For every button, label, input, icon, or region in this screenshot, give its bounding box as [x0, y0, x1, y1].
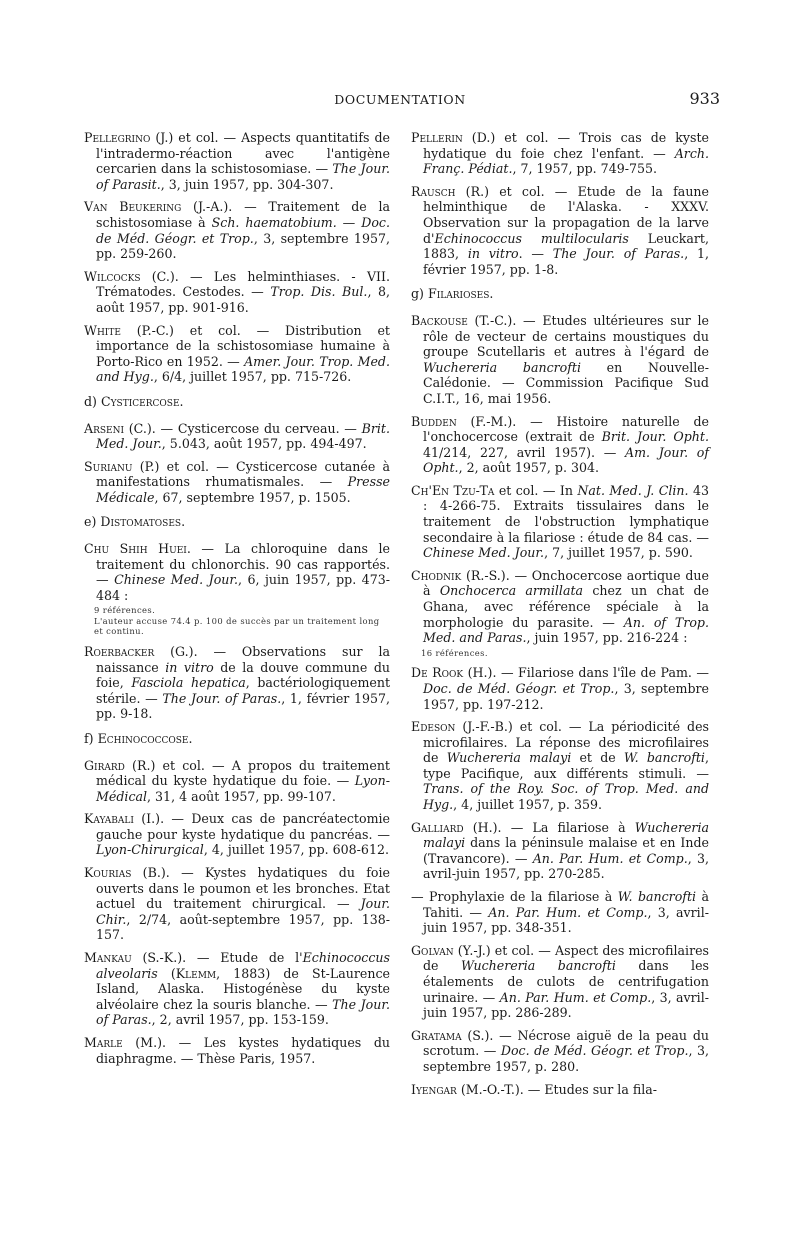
entry-journal: Presse Médicale — [96, 474, 390, 505]
entry-text: et col. — La périodicité des microfilaires. La réponse des microfilaires de — [423, 719, 709, 766]
entry-tail: , 4, juillet 1957, p. 359. — [453, 797, 602, 813]
entry-tail: , 1, février 1957, pp. 9-18. — [96, 690, 390, 722]
note-line: L'auteur accuse 74.4 p. 100 de succès par un traitement long et continu. — [94, 615, 380, 637]
entry-text: — Histoire naturelle de l'onchocercose (extrait de — [423, 413, 710, 445]
entry-text: et col. — Etude de la faune helminthique de l'Alaska. - XXXV. Observation sur la propagation de la larve d' — [423, 183, 709, 246]
entry-author: White (P.-C.) — [84, 322, 174, 338]
entry-species: Echinococcus alveolaris — [96, 950, 390, 981]
right-column — [411, 130, 709, 1104]
bibliography-entry — [84, 199, 390, 261]
entry-tail: , 6/4, juillet 1957, pp. 715-726. — [153, 369, 352, 385]
note-line: 16 références. — [421, 647, 488, 658]
section-letter: g) — [411, 286, 428, 302]
entry-author: Van Beukering (J.-A.). — [84, 199, 233, 215]
bibliography-entry — [411, 1028, 709, 1075]
entry-text: et col. — Distribution et importance de la schistosomiase humaine à Porto-Rico en 1952. — — [96, 322, 390, 369]
entry-text: — Etude de l' — [186, 950, 303, 966]
bibliography-entry — [411, 414, 709, 476]
entry-author: Marle (M.). — [84, 1035, 167, 1050]
entry-tail: , 31, 4 août 1957, pp. 99-107. — [147, 788, 336, 804]
entry-journal: An. Par. Hum. et Comp. — [532, 850, 688, 866]
entry-text: — La chloroquine dans le traitement du chlonorchis. 90 cas rapportés. — — [96, 541, 390, 588]
entry-text: et de — [571, 750, 624, 766]
entry-text: ( — [157, 965, 176, 981]
entry-text: et col. — Aspects quantitatifs de l'intradermo-réaction avec l'antigène cercarien dans la schistosomiase. — — [96, 130, 390, 177]
entry-note — [84, 605, 390, 637]
entry-author: Kayabali (I.). — [84, 811, 165, 827]
bibliography-entry — [411, 820, 709, 882]
bibliography-entry — [84, 130, 390, 192]
entry-journal: Doc. de Méd. Géogr. et Trop. — [96, 214, 390, 246]
entry-author: Girard (R.) — [84, 757, 156, 773]
entry-text: — Nécrose aiguë de la peau du scrotum. — — [423, 1027, 709, 1059]
entry-text: , bactériologiquement stérile. — — [96, 675, 391, 706]
entry-text: — Cysticercose du cerveau. — — [155, 420, 362, 436]
entry-text: — La filariose à — [501, 819, 635, 835]
entry-species: Wuchereria malayi — [446, 750, 572, 766]
bibliography-entry — [84, 541, 390, 603]
bibliography-entry — [411, 889, 709, 936]
section-heading — [84, 514, 390, 530]
entry-text: — Filariose dans l'île de Pam. — — [496, 665, 710, 681]
entry-author: Chu Shih Huei. — [84, 541, 191, 557]
bibliography-entry — [84, 421, 390, 452]
entry-author: Surianu (P.) — [84, 458, 160, 474]
entry-species: Wuchereria bancrofti — [423, 359, 581, 375]
entry-text: , 1883) de St-Laurence Island, Alaska. Histogénèse du kyste alvéolaire chez la souris blanche. — — [96, 965, 390, 1012]
entry-tail: , 3, avril-juin 1957, pp. 270-285. — [423, 850, 709, 882]
entry-author: Galliard (H.). — [411, 819, 502, 835]
entry-tail: , juin 1957, pp. 216-224 : — [526, 630, 688, 646]
entry-author: Ch'En Tzu-Ta — [411, 482, 495, 498]
entry-author: Roerbacker (G.). — [84, 643, 198, 659]
entry-author: Gratama (S.). — [411, 1027, 494, 1043]
entry-author: Chodnik (R.-S.). — [411, 567, 510, 583]
bibliography-entry — [411, 943, 709, 1021]
bibliography-entry — [84, 865, 390, 943]
entry-tail: , 2/74, août-septembre 1957, pp. 138-157. — [96, 911, 390, 943]
entry-text: et col. — Cysticercose cutanée à manifestations rhumatismales. — — [96, 458, 390, 490]
entry-journal: Arch. Franç. Pédiat. — [423, 145, 709, 177]
entry-author: De Rook (H.). — [411, 665, 497, 681]
bibliography-entry — [84, 1035, 390, 1066]
bibliography-entry — [411, 719, 709, 813]
entry-tail: , 3, juin 1957, pp. 304-307. — [160, 176, 334, 192]
running-title: DOCUMENTATION — [334, 92, 466, 107]
entry-tail: , 7, 1957, pp. 749-755. — [512, 161, 658, 177]
entry-text: — Deux cas de pancréatectomie gauche pour kyste hydatique du pancréas. — — [96, 811, 390, 842]
entry-author: Golvan (Y.-J.) — [411, 942, 491, 958]
entry-journal: Trans. of the Roy. Soc. of Trop. Med. and Hyg. — [423, 781, 709, 813]
bibliography-entry — [411, 130, 709, 177]
entry-species: Onchocerca armillata — [439, 583, 584, 599]
entry-tail: , 3, septembre 1957, pp. 197-212. — [423, 680, 710, 712]
entry-species: Echinococcus multilocularis — [434, 230, 629, 246]
bibliography-entry — [84, 644, 390, 722]
entry-latin: in vitro — [467, 246, 519, 262]
left-column — [84, 130, 390, 1073]
entry-tail: , 7, juillet 1957, p. 590. — [544, 545, 693, 561]
entry-journal: Chinese Med. Jour. — [423, 545, 545, 561]
entry-author: Mankau (S.-K.). — [84, 950, 187, 966]
section-letter: f) — [84, 730, 98, 746]
entry-tail: , 8, août 1957, pp. 901-916. — [96, 284, 390, 315]
entry-text: — — [336, 214, 362, 230]
entry-author: Arseni (C.). — [84, 420, 156, 436]
bibliography-entry — [84, 323, 390, 385]
bibliography-entry — [84, 950, 390, 1028]
entry-author: Backouse (T.-C.). — [411, 312, 517, 328]
entry-text: à Tahiti. — — [423, 889, 709, 920]
bibliography-entry — [84, 758, 390, 805]
section-label: Cysticercose. — [100, 393, 184, 409]
entry-tail: , 3, avril-juin 1957, pp. 348-351. — [423, 904, 709, 936]
entry-text: — Etudes sur la fila- — [523, 1081, 658, 1097]
note-line: 9 références. — [94, 605, 156, 616]
entry-journal: The Jour. of Paras. — [162, 690, 282, 706]
running-header — [80, 89, 720, 112]
entry-author: Edeson (J.-F.-B.) — [411, 719, 513, 735]
entry-text: , type Pacifique, aux différents stimuli. — — [423, 750, 709, 781]
bibliography-entry — [84, 459, 390, 506]
bibliography-entry — [411, 665, 709, 712]
entry-journal: Nat. Med. J. Clin. — [577, 482, 689, 498]
entry-tail: , 3, septembre 1957, pp. 259-260. — [96, 230, 390, 262]
entry-text: dans les étalements de culots de centrifugation urinaire. — — [423, 958, 709, 1005]
entry-journal: Trop. Dis. Bul. — [270, 284, 368, 300]
entry-author: Pellegrino (J.) — [84, 130, 174, 145]
entry-note — [411, 648, 709, 659]
entry-text: — Kystes hydatiques du foie ouverts dans le poumon et les bronches. Etat actuel du traitement chirurgical. — — [96, 865, 390, 912]
entry-journal: The Jour. of Paras. — [96, 996, 390, 1028]
entry-author: Budden (F.-M.). — [411, 413, 517, 429]
section-heading — [411, 286, 709, 302]
entry-tail: , 6, juin 1957, pp. 473-484 : — [96, 572, 390, 603]
entry-tail: , 2, août 1957, p. 304. — [458, 460, 600, 476]
section-heading — [84, 731, 390, 747]
entry-text: et col. — Trois cas de kyste hydatique du foie chez l'enfant. — — [423, 130, 709, 161]
entry-journal: Lyon-Médical — [96, 773, 390, 804]
entry-text: et col. — In — [494, 482, 578, 498]
entry-journal: Doc. de Méd. Géogr. et Trop. — [423, 680, 615, 696]
entry-species: W. bancrofti — [623, 750, 705, 766]
entry-text: — Traitement de la schistosomiase à — [96, 199, 390, 230]
bibliography-entry — [84, 811, 390, 858]
entry-text: . — — [518, 246, 553, 262]
entry-author: Rausch (R.) — [411, 183, 489, 199]
entry-journal: An. Par. Hum. et Comp. — [488, 904, 648, 920]
entry-author: Iyengar (M.-O.-T.). — [411, 1081, 524, 1097]
entry-journal: The Jour. of Paras. — [552, 246, 685, 262]
entry-species: Wuchereria bancrofti — [461, 958, 616, 974]
section-label: Filarioses. — [427, 286, 494, 302]
entry-text: 43 : 4-266-75. Extraits tissulaires dans le traitement de l'obstruction lymphatique secondaire à la filariose : étude de 84 cas. — — [423, 482, 709, 545]
entry-species: Wuchereria malayi — [423, 819, 709, 851]
section-letter: d) — [84, 393, 101, 409]
entry-text: et col. — A propos du traitement médical du kyste hydatique du foie. — — [96, 757, 390, 789]
entry-author: Wilcocks (C.). — [84, 268, 179, 284]
entry-journal: Doc. de Méd. Géogr. et Trop. — [500, 1043, 689, 1059]
entry-tail: en Nouvelle-Calédonie. — Commission Pacifique Sud C.I.T., 16, mai 1956. — [423, 359, 709, 406]
section-heading — [84, 394, 390, 410]
entry-journal: Am. Jour. of Opht. — [423, 444, 709, 476]
entry-tail: , 4, juillet 1957, pp. 608-612. — [203, 842, 389, 858]
bibliography-entry — [411, 483, 709, 561]
entry-tail: , 67, septembre 1957, p. 1505. — [154, 489, 351, 505]
entry-journal: Brit. Med. Jour. — [96, 420, 390, 452]
entry-text: — Observations sur la naissance — [96, 643, 390, 675]
bibliography-entry — [84, 269, 390, 316]
entry-journal: Chinese Med. Jour. — [114, 572, 239, 588]
bibliography-entry — [411, 568, 709, 646]
section-label: Echinococcose. — [97, 730, 193, 746]
entry-text: — Etudes ultérieures sur le rôle de vecteur de certains moustiques du groupe Scutellaris et autres à l'égard de — [423, 312, 709, 360]
entry-latin: in vitro — [165, 659, 214, 675]
entry-text: — Les kystes hydatiques du diaphragme. — Thèse Paris, 1957. — [96, 1035, 390, 1066]
entry-journal: An. Par. Hum. et Comp. — [499, 989, 652, 1005]
entry-text: — Les helminthiases. - VII. Trématodes. Cestodes. — — [96, 268, 390, 300]
bibliography-entry — [411, 1082, 709, 1098]
entry-text: — Prophylaxie de la filariose à — [411, 889, 618, 905]
entry-journal: Brit. Jour. Opht. — [601, 429, 709, 445]
section-letter: e) — [84, 514, 101, 530]
entry-text: chez un chat de Ghana, avec référence spéciale à la morphologie du parasite. — — [423, 583, 710, 630]
entry-journal: An. of Trop. Med. and Paras. — [423, 614, 709, 646]
entry-text: dans la péninsule malaise et en Inde (Travancore). — — [423, 835, 709, 866]
entry-tail: , 5.043, août 1957, pp. 494-497. — [161, 436, 367, 452]
entry-text: et col. — Aspect des microfilaires de — [423, 942, 710, 974]
entry-species: Fasciola hepatica — [131, 675, 246, 691]
entry-author: Kourias (B.). — [84, 865, 170, 881]
entry-journal: Amer. Jour. Trop. Med. and Hyg. — [96, 353, 391, 385]
section-label: Distomatoses. — [100, 514, 186, 530]
entry-text: — Onchocercose aortique due à — [423, 567, 709, 599]
entry-text: Leuckart, 1883, — [423, 230, 709, 262]
bibliography-entry — [411, 184, 709, 278]
entry-tail: , 3, septembre 1957, p. 280. — [423, 1043, 709, 1074]
entry-author: Pellerin (D.) — [411, 130, 496, 145]
page-number: 933 — [689, 89, 720, 108]
bibliography-entry — [411, 313, 709, 407]
entry-journal: Lyon-Chirurgical — [96, 842, 204, 858]
entry-text: 41/214, 227, avril 1957). — — [423, 444, 625, 460]
entry-journal: The Jour. of Parasit. — [96, 161, 390, 192]
entry-authority: Klemm — [175, 965, 217, 981]
entry-tail: , 1, février 1957, pp. 1-8. — [423, 246, 710, 277]
entry-journal: Jour. Chir. — [96, 896, 390, 927]
entry-text: de la douve commune du foie, — [96, 659, 390, 691]
entry-tail: , 3, avril-juin 1957, pp. 286-289. — [423, 989, 709, 1021]
entry-species: W. bancrofti — [617, 889, 697, 905]
entry-species: Sch. haematobium. — [211, 214, 337, 230]
entry-tail: , 2, avril 1957, pp. 153-159. — [151, 1012, 329, 1028]
